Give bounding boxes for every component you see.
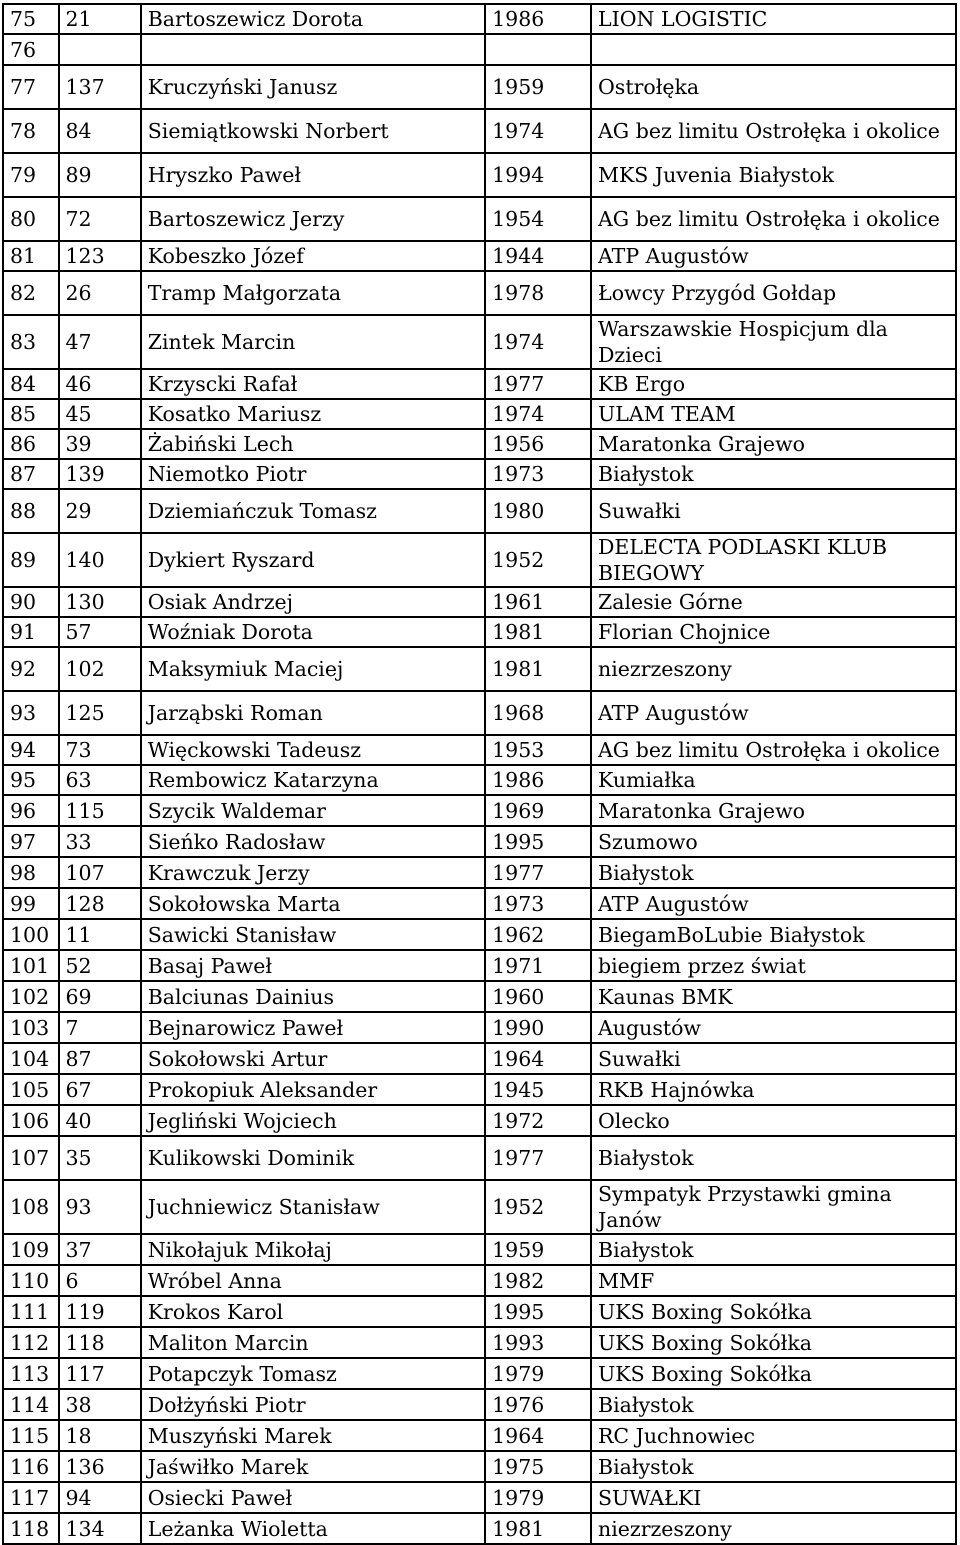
table-row [3,4,956,34]
birth-year-cell: 1956 [485,429,591,459]
table-row [3,765,956,795]
table-row [3,826,956,857]
table-row [3,65,956,109]
birth-year-cell: 1968 [485,691,591,735]
table-row [3,1105,956,1136]
table-row [3,1043,956,1074]
birth-year-cell: 1986 [485,4,591,34]
club-cell: niezrzeszony [591,647,956,691]
bib-number-cell: 125 [59,691,141,735]
club-cell: Suwałki [591,489,956,533]
runner-name-cell: Jaświłko Marek [141,1451,485,1482]
bib-number-cell: 29 [59,489,141,533]
club-cell: Białystok [591,1234,956,1265]
club-cell: KB Ergo [591,369,956,399]
birth-year-cell: 1977 [485,1136,591,1180]
club-cell: LION LOGISTIC [591,4,956,34]
place-cell: 116 [3,1451,59,1482]
table-row [3,1327,956,1358]
club-cell: Białystok [591,459,956,489]
club-cell: UKS Boxing Sokółka [591,1358,956,1389]
place-cell: 95 [3,765,59,795]
table-row [3,109,956,153]
birth-year-cell: 1973 [485,459,591,489]
club-cell: AG bez limitu Ostrołęka i okolice [591,735,956,765]
bib-number-cell: 72 [59,197,141,241]
bib-number-cell: 134 [59,1513,141,1544]
club-cell: UKS Boxing Sokółka [591,1327,956,1358]
club-cell: RC Juchnowiec [591,1420,956,1451]
birth-year-cell: 1973 [485,888,591,919]
place-cell: 89 [3,533,59,587]
birth-year-cell: 1990 [485,1012,591,1043]
place-cell: 76 [3,34,59,65]
birth-year-cell: 1974 [485,399,591,429]
table-row [3,981,956,1012]
table-row [3,271,956,315]
club-cell: BiegamBoLubie Białystok [591,919,956,950]
runner-name-cell: Sokołowski Artur [141,1043,485,1074]
club-cell: RKB Hajnówka [591,1074,956,1105]
birth-year-cell: 1961 [485,587,591,617]
bib-number-cell: 107 [59,857,141,888]
place-cell: 100 [3,919,59,950]
club-cell: Maratonka Grajewo [591,795,956,826]
table-row [3,1012,956,1043]
birth-year-cell: 1954 [485,197,591,241]
place-cell: 112 [3,1327,59,1358]
table-row [3,1074,956,1105]
runner-name-cell: Bejnarowicz Paweł [141,1012,485,1043]
club-cell: ATP Augustów [591,241,956,271]
place-cell: 92 [3,647,59,691]
place-cell: 107 [3,1136,59,1180]
club-cell: Kumiałka [591,765,956,795]
place-cell: 80 [3,197,59,241]
bib-number-cell: 18 [59,1420,141,1451]
birth-year-cell: 1982 [485,1265,591,1296]
table-row [3,1180,956,1234]
place-cell: 101 [3,950,59,981]
birth-year-cell: 1979 [485,1482,591,1513]
club-cell: Białystok [591,1136,956,1180]
place-cell: 102 [3,981,59,1012]
club-cell: Warszawskie Hospicjum dla Dzieci [591,315,956,369]
club-cell: Sympatyk Przystawki gmina Janów [591,1180,956,1234]
table-row [3,315,956,369]
club-cell: Augustów [591,1012,956,1043]
bib-number-cell: 73 [59,735,141,765]
birth-year-cell: 1981 [485,1513,591,1544]
place-cell: 78 [3,109,59,153]
bib-number-cell: 137 [59,65,141,109]
birth-year-cell: 1975 [485,1451,591,1482]
place-cell: 88 [3,489,59,533]
birth-year-cell: 1995 [485,1296,591,1327]
table-row [3,369,956,399]
place-cell: 97 [3,826,59,857]
table-row [3,429,956,459]
bib-number-cell: 52 [59,950,141,981]
results-table [2,3,957,1545]
bib-number-cell: 139 [59,459,141,489]
bib-number-cell: 117 [59,1358,141,1389]
table-row [3,691,956,735]
runner-name-cell: Kruczyński Janusz [141,65,485,109]
table-row [3,1389,956,1420]
table-row [3,241,956,271]
birth-year-cell: 1995 [485,826,591,857]
table-row [3,1451,956,1482]
bib-number-cell: 38 [59,1389,141,1420]
place-cell: 118 [3,1513,59,1544]
place-cell: 94 [3,735,59,765]
table-row [3,489,956,533]
place-cell: 85 [3,399,59,429]
club-cell: Ostrołęka [591,65,956,109]
club-cell: Białystok [591,1389,956,1420]
results-body [3,4,956,1544]
birth-year-cell: 1960 [485,981,591,1012]
table-row [3,617,956,647]
table-row [3,1296,956,1327]
table-row [3,1265,956,1296]
runner-name-cell: Maliton Marcin [141,1327,485,1358]
runner-name-cell: Juchniewicz Stanisław [141,1180,485,1234]
bib-number-cell: 40 [59,1105,141,1136]
birth-year-cell: 1952 [485,533,591,587]
table-row [3,197,956,241]
club-cell: Maratonka Grajewo [591,429,956,459]
birth-year-cell: 1977 [485,857,591,888]
place-cell: 93 [3,691,59,735]
birth-year-cell: 1994 [485,153,591,197]
club-cell: biegiem przez świat [591,950,956,981]
bib-number-cell: 37 [59,1234,141,1265]
bib-number-cell: 45 [59,399,141,429]
table-row [3,1420,956,1451]
runner-name-cell: Balciunas Dainius [141,981,485,1012]
place-cell: 91 [3,617,59,647]
table-row [3,1482,956,1513]
place-cell: 106 [3,1105,59,1136]
runner-name-cell: Bartoszewicz Jerzy [141,197,485,241]
club-cell: UKS Boxing Sokółka [591,1296,956,1327]
place-cell: 75 [3,4,59,34]
birth-year-cell: 1952 [485,1180,591,1234]
table-row [3,735,956,765]
runner-name-cell: Hryszko Paweł [141,153,485,197]
runner-name-cell: Kulikowski Dominik [141,1136,485,1180]
place-cell: 81 [3,241,59,271]
club-cell: MMF [591,1265,956,1296]
club-cell: SUWAŁKI [591,1482,956,1513]
bib-number-cell: 87 [59,1043,141,1074]
table-row [3,888,956,919]
runner-name-cell [141,34,485,65]
runner-name-cell: Maksymiuk Maciej [141,647,485,691]
club-cell: AG bez limitu Ostrołęka i okolice [591,197,956,241]
club-cell: MKS Juvenia Białystok [591,153,956,197]
place-cell: 79 [3,153,59,197]
place-cell: 113 [3,1358,59,1389]
place-cell: 77 [3,65,59,109]
club-cell: ATP Augustów [591,888,956,919]
club-cell: DELECTA PODLASKI KLUB BIEGOWY [591,533,956,587]
bib-number-cell: 63 [59,765,141,795]
birth-year-cell: 1979 [485,1358,591,1389]
table-row [3,1234,956,1265]
birth-year-cell: 1962 [485,919,591,950]
place-cell: 103 [3,1012,59,1043]
runner-name-cell: Kosatko Mariusz [141,399,485,429]
runner-name-cell: Potapczyk Tomasz [141,1358,485,1389]
birth-year-cell: 1959 [485,65,591,109]
runner-name-cell: Dziemiańczuk Tomasz [141,489,485,533]
bib-number-cell: 57 [59,617,141,647]
club-cell: Kaunas BMK [591,981,956,1012]
birth-year-cell: 1980 [485,489,591,533]
club-cell: ATP Augustów [591,691,956,735]
club-cell: Łowcy Przygód Gołdap [591,271,956,315]
runner-name-cell: Sieńko Radosław [141,826,485,857]
runner-name-cell: Jegliński Wojciech [141,1105,485,1136]
place-cell: 96 [3,795,59,826]
runner-name-cell: Kobeszko Józef [141,241,485,271]
birth-year-cell: 1974 [485,315,591,369]
bib-number-cell: 39 [59,429,141,459]
birth-year-cell: 1971 [485,950,591,981]
place-cell: 109 [3,1234,59,1265]
birth-year-cell: 1977 [485,369,591,399]
bib-number-cell: 102 [59,647,141,691]
bib-number-cell: 69 [59,981,141,1012]
bib-number-cell: 140 [59,533,141,587]
club-cell: Białystok [591,857,956,888]
table-row [3,919,956,950]
bib-number-cell: 84 [59,109,141,153]
table-row [3,459,956,489]
club-cell: Białystok [591,1451,956,1482]
club-cell: Olecko [591,1105,956,1136]
table-row [3,1136,956,1180]
club-cell: niezrzeszony [591,1513,956,1544]
birth-year-cell: 1964 [485,1420,591,1451]
table-row [3,587,956,617]
runner-name-cell: Prokopiuk Aleksander [141,1074,485,1105]
place-cell: 99 [3,888,59,919]
runner-name-cell: Sokołowska Marta [141,888,485,919]
bib-number-cell: 47 [59,315,141,369]
place-cell: 110 [3,1265,59,1296]
runner-name-cell: Dołżyński Piotr [141,1389,485,1420]
table-row [3,153,956,197]
runner-name-cell: Siemiątkowski Norbert [141,109,485,153]
runner-name-cell: Niemotko Piotr [141,459,485,489]
bib-number-cell: 130 [59,587,141,617]
birth-year-cell: 1959 [485,1234,591,1265]
bib-number-cell: 94 [59,1482,141,1513]
table-row [3,795,956,826]
bib-number-cell: 136 [59,1451,141,1482]
runner-name-cell: Więckowski Tadeusz [141,735,485,765]
bib-number-cell: 118 [59,1327,141,1358]
club-cell: Florian Chojnice [591,617,956,647]
birth-year-cell: 1945 [485,1074,591,1105]
runner-name-cell: Szycik Waldemar [141,795,485,826]
birth-year-cell: 1981 [485,647,591,691]
runner-name-cell: Osiak Andrzej [141,587,485,617]
birth-year-cell: 1986 [485,765,591,795]
birth-year-cell: 1974 [485,109,591,153]
bib-number-cell: 26 [59,271,141,315]
runner-name-cell: Krawczuk Jerzy [141,857,485,888]
bib-number-cell: 67 [59,1074,141,1105]
birth-year-cell [485,34,591,65]
runner-name-cell: Dykiert Ryszard [141,533,485,587]
runner-name-cell: Krzyscki Rafał [141,369,485,399]
birth-year-cell: 1981 [485,617,591,647]
bib-number-cell [59,34,141,65]
bib-number-cell: 7 [59,1012,141,1043]
club-cell: AG bez limitu Ostrołęka i okolice [591,109,956,153]
club-cell: Suwałki [591,1043,956,1074]
runner-name-cell: Nikołajuk Mikołaj [141,1234,485,1265]
runner-name-cell: Wróbel Anna [141,1265,485,1296]
bib-number-cell: 6 [59,1265,141,1296]
place-cell: 108 [3,1180,59,1234]
birth-year-cell: 1969 [485,795,591,826]
club-cell [591,34,956,65]
runner-name-cell: Woźniak Dorota [141,617,485,647]
place-cell: 111 [3,1296,59,1327]
place-cell: 114 [3,1389,59,1420]
bib-number-cell: 119 [59,1296,141,1327]
place-cell: 104 [3,1043,59,1074]
place-cell: 86 [3,429,59,459]
birth-year-cell: 1978 [485,271,591,315]
runner-name-cell: Sawicki Stanisław [141,919,485,950]
bib-number-cell: 21 [59,4,141,34]
table-row [3,647,956,691]
runner-name-cell: Muszyński Marek [141,1420,485,1451]
bib-number-cell: 46 [59,369,141,399]
birth-year-cell: 1972 [485,1105,591,1136]
place-cell: 83 [3,315,59,369]
runner-name-cell: Bartoszewicz Dorota [141,4,485,34]
bib-number-cell: 123 [59,241,141,271]
runner-name-cell: Osiecki Paweł [141,1482,485,1513]
bib-number-cell: 89 [59,153,141,197]
place-cell: 87 [3,459,59,489]
club-cell: Szumowo [591,826,956,857]
runner-name-cell: Krokos Karol [141,1296,485,1327]
bib-number-cell: 33 [59,826,141,857]
place-cell: 90 [3,587,59,617]
bib-number-cell: 11 [59,919,141,950]
bib-number-cell: 35 [59,1136,141,1180]
bib-number-cell: 93 [59,1180,141,1234]
place-cell: 115 [3,1420,59,1451]
place-cell: 84 [3,369,59,399]
runner-name-cell: Rembowicz Katarzyna [141,765,485,795]
bib-number-cell: 115 [59,795,141,826]
place-cell: 98 [3,857,59,888]
place-cell: 82 [3,271,59,315]
birth-year-cell: 1976 [485,1389,591,1420]
runner-name-cell: Basaj Paweł [141,950,485,981]
birth-year-cell: 1993 [485,1327,591,1358]
runner-name-cell: Jarząbski Roman [141,691,485,735]
birth-year-cell: 1953 [485,735,591,765]
table-row [3,950,956,981]
runner-name-cell: Zintek Marcin [141,315,485,369]
birth-year-cell: 1944 [485,241,591,271]
bib-number-cell: 128 [59,888,141,919]
table-row [3,34,956,65]
club-cell: Zalesie Górne [591,587,956,617]
table-row [3,1358,956,1389]
table-row [3,857,956,888]
runner-name-cell: Żabiński Lech [141,429,485,459]
runner-name-cell: Leżanka Wioletta [141,1513,485,1544]
place-cell: 117 [3,1482,59,1513]
birth-year-cell: 1964 [485,1043,591,1074]
table-row [3,533,956,587]
runner-name-cell: Tramp Małgorzata [141,271,485,315]
place-cell: 105 [3,1074,59,1105]
table-row [3,399,956,429]
table-row [3,1513,956,1544]
club-cell: ULAM TEAM [591,399,956,429]
